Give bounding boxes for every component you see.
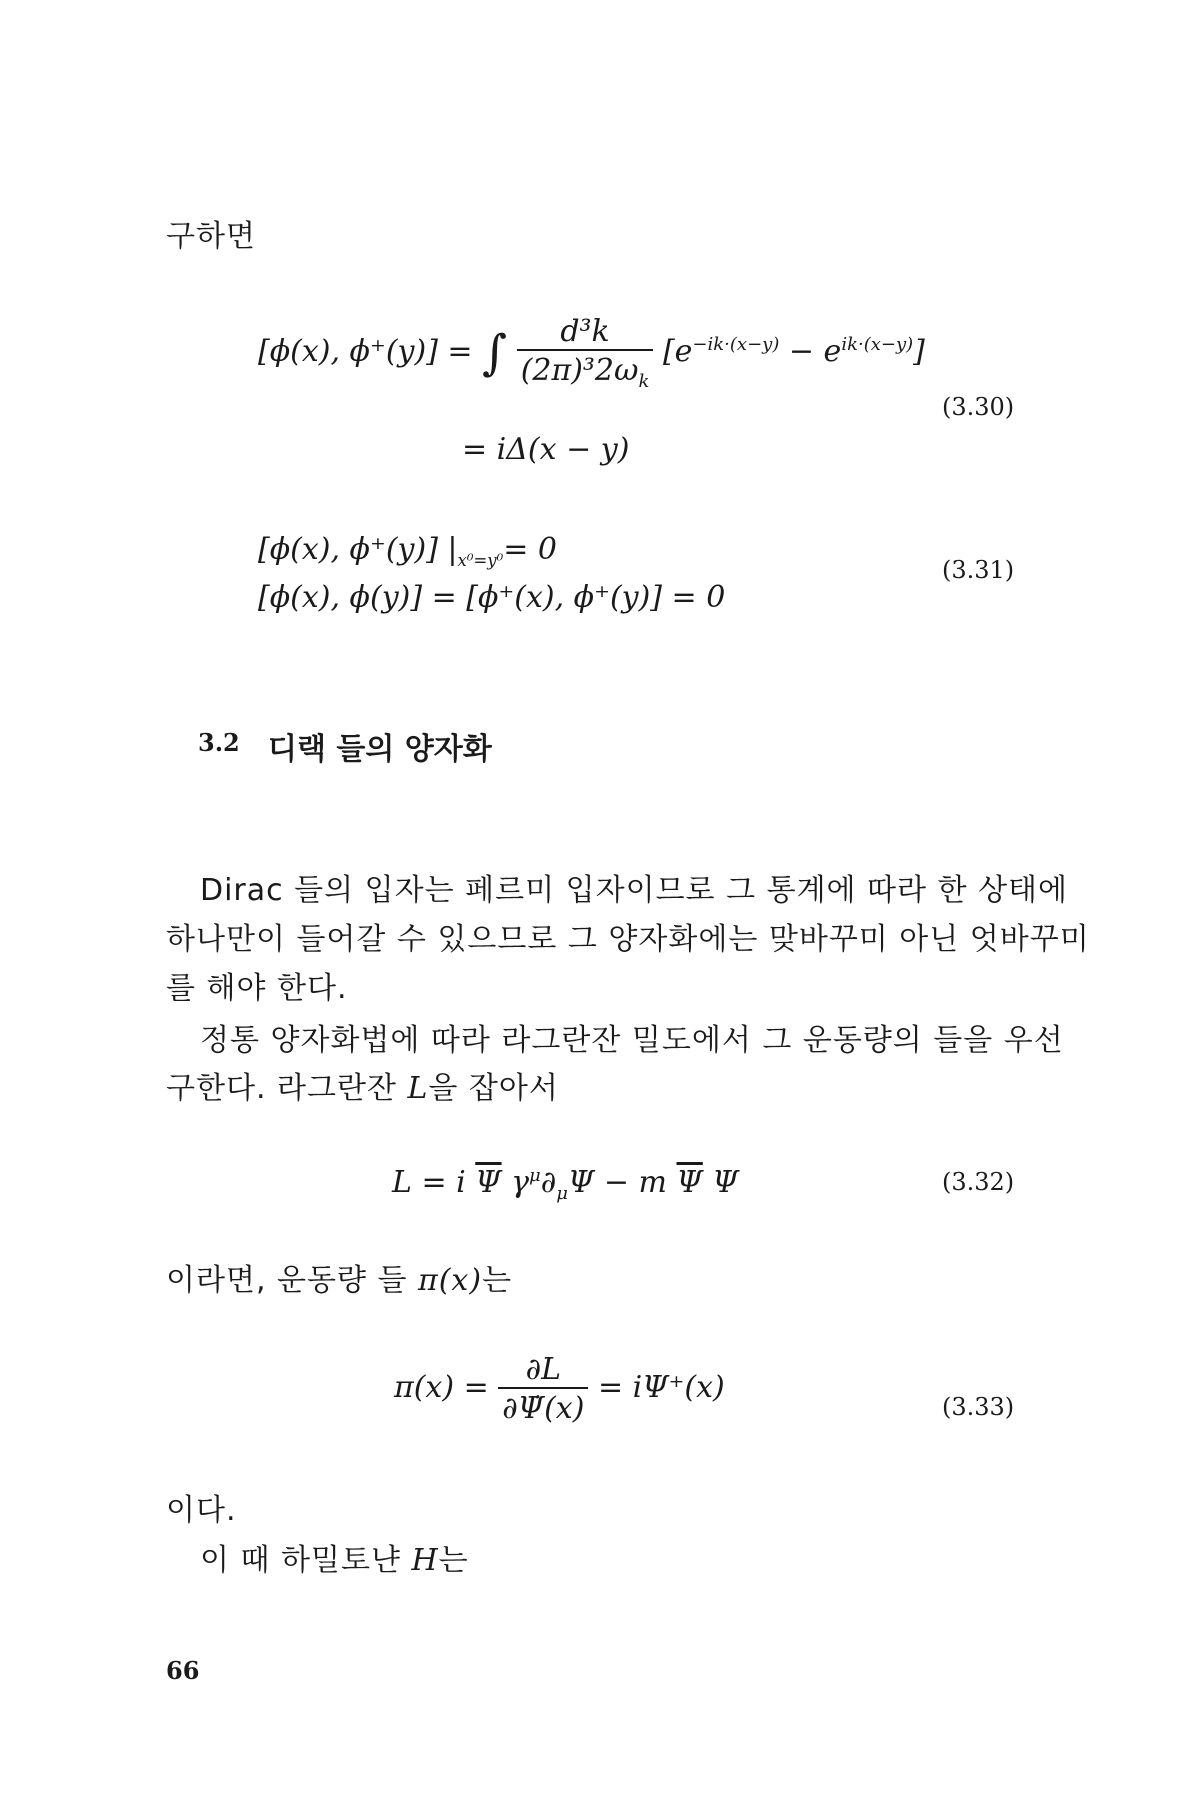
- paragraph-3-text-a: 이라면, 운동량 들: [166, 1263, 419, 1298]
- equation-3-30-line2: = iΔ(x − y): [462, 432, 630, 467]
- eq-3-32-part-b: γ: [501, 1165, 530, 1200]
- equation-number-3-33: (3.33): [942, 1393, 1015, 1421]
- equation-3-30-lhs: [ϕ(x), ϕ⁺(y)] =: [258, 334, 473, 369]
- fraction-numerator: d³k: [560, 314, 610, 349]
- equation-3-30-fraction: [517, 314, 654, 392]
- exponent-1: −ik·(x−y): [692, 334, 780, 355]
- lagrangian-variable: L: [407, 1071, 429, 1106]
- hamiltonian-variable: H: [411, 1543, 439, 1578]
- paragraph-2-text-b: 을 잡아서: [428, 1071, 559, 1106]
- paragraph-2-line-1: 정통 양자화법에 따라 라그란잔 밀도에서 그 운동량의 들을 우선: [200, 1023, 1064, 1058]
- bracket-open: [e: [662, 334, 693, 369]
- equation-3-31-lhs: [ϕ(x), ϕ⁺(y)] |: [258, 532, 458, 567]
- page-number: 66: [166, 1656, 200, 1685]
- equation-3-31-subscript: x⁰=y⁰: [457, 551, 504, 570]
- denominator-main: (2π)³2ω: [520, 353, 639, 388]
- paragraph-2-line-2: [166, 1071, 559, 1106]
- equation-3-31-rhs: = 0: [503, 532, 557, 567]
- paragraph-4: 이다.: [166, 1493, 237, 1528]
- equation-number-3-32: (3.32): [942, 1168, 1015, 1196]
- eq-3-32-part-e: Ψ: [702, 1165, 739, 1200]
- bracket-close: ]: [913, 334, 925, 369]
- mu-subscript: μ: [556, 1183, 568, 1204]
- paragraph-5-text-a: 이 때 하밀토냔: [200, 1543, 412, 1578]
- paragraph-5: [200, 1543, 469, 1578]
- eq-3-33-lhs: π(x) =: [394, 1370, 489, 1405]
- fraction-denominator: [517, 349, 654, 392]
- momentum-variable: π(x): [418, 1263, 483, 1298]
- equation-3-31-line2: [ϕ(x), ϕ(y)] = [ϕ⁺(x), ϕ⁺(y)] = 0: [258, 580, 726, 615]
- eq-3-33-fraction: [498, 1352, 588, 1426]
- eq-3-32-part-c: ∂: [540, 1165, 557, 1200]
- eq-3-32-part-d: Ψ − m: [567, 1165, 677, 1200]
- eq-3-32-part-a: L = i: [392, 1165, 476, 1200]
- psi-bar-2: $\overline{\Psi}$: [676, 1165, 703, 1200]
- equation-number-3-30: (3.30): [942, 393, 1015, 421]
- paragraph-3: [166, 1263, 513, 1298]
- integral-sign: ∫: [482, 325, 508, 381]
- paragraph-1-line-2: 하나만이 들어갈 수 있으므로 그 양자화에는 맞바꾸미 아닌 엇바꾸미: [166, 922, 1090, 957]
- paragraph-5-text-b: 는: [438, 1543, 469, 1578]
- exponent-2: ik·(x−y): [841, 334, 914, 355]
- eq-3-33-numerator: ∂L: [525, 1352, 562, 1387]
- paragraph-1-line-1: Dirac 들의 입자는 페르미 입자이므로 그 통계에 따라 한 상태에: [200, 873, 1069, 908]
- paragraph-1-line-3: 를 해야 한다.: [166, 971, 348, 1006]
- section-title: 디랙 들의 양자화: [268, 732, 492, 767]
- paragraph-3-text-b: 는: [482, 1263, 513, 1298]
- eq-3-33-rhs: = iΨ⁺(x): [597, 1370, 725, 1405]
- minus-term: − e: [779, 334, 842, 369]
- equation-3-33: [394, 1352, 725, 1426]
- eq-3-33-denominator: ∂Ψ̇(x): [498, 1387, 588, 1426]
- intro-word: 구하면: [166, 219, 256, 254]
- paragraph-2-text-a: 구한다. 라그란잔: [166, 1071, 408, 1106]
- equation-3-30-line1: [258, 314, 925, 392]
- equation-3-32: [392, 1165, 739, 1204]
- psi-bar-1: $\overline{\Psi}$: [475, 1165, 502, 1200]
- mu-superscript: μ: [529, 1165, 541, 1186]
- equation-3-31-line1: [258, 532, 557, 570]
- section-number: 3.2: [198, 728, 240, 757]
- equation-number-3-31: (3.31): [942, 556, 1015, 584]
- denominator-subscript: k: [638, 371, 650, 392]
